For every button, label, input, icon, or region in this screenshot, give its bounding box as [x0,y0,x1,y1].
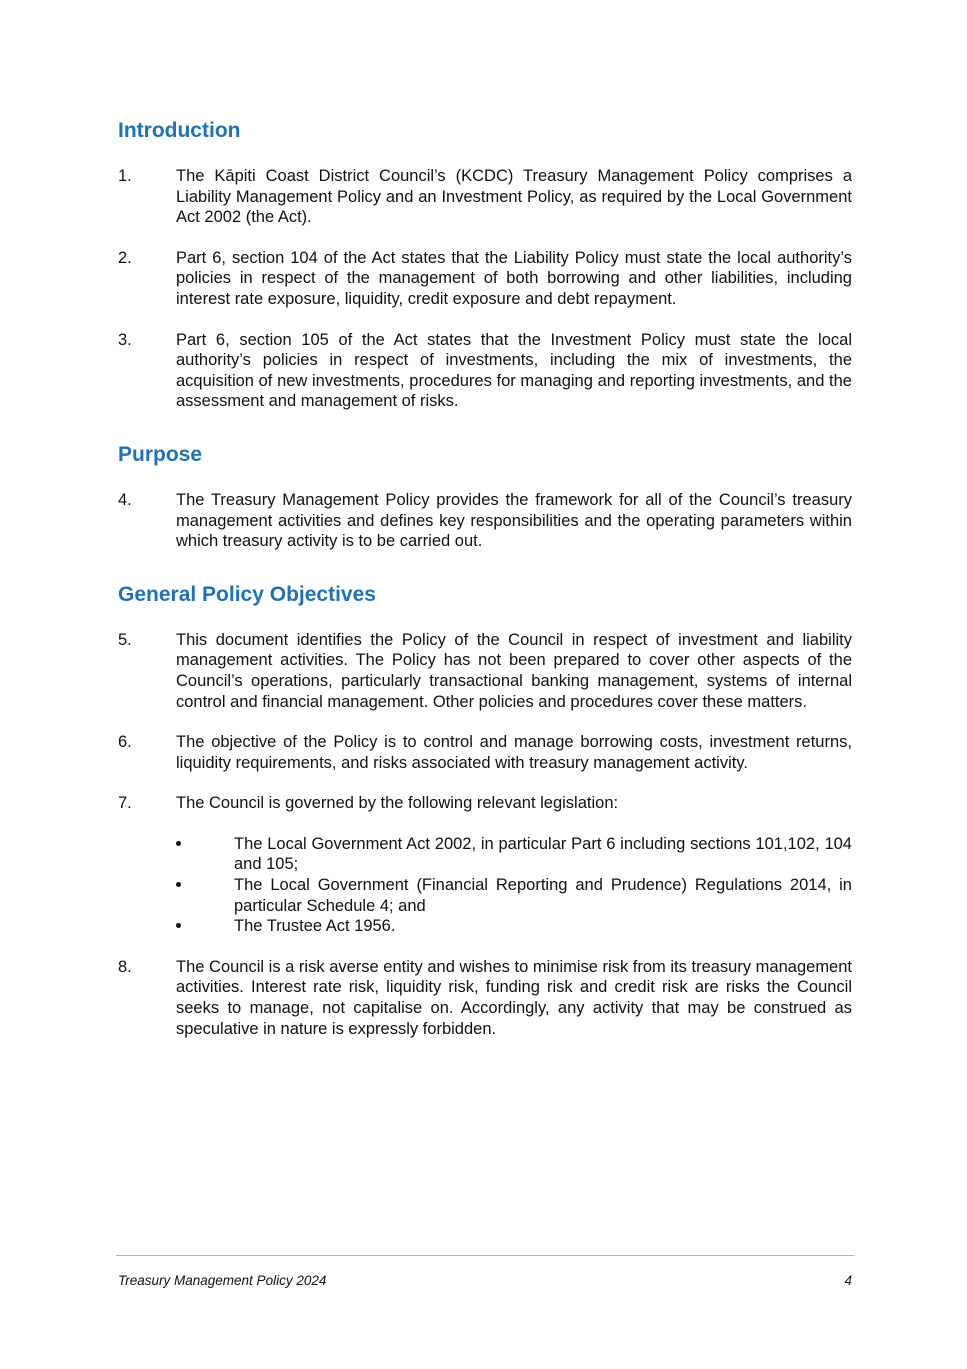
bullet-icon [118,875,234,896]
paragraph-number: 4. [118,490,132,509]
heading-general-policy-objectives: General Policy Objectives [118,582,376,606]
paragraph-text: The Kāpiti Coast District Council’s (KCDC) Treasury Management Policy comprises a Liability Management Policy and an Investment Policy, as required by the Local Government Act 2002 (the Act). [176,167,852,227]
paragraph-4 [118,490,852,552]
heading-introduction: Introduction [118,119,241,142]
paragraph-text: This document identifies the Policy of the Council in respect of investment and liability management activities. The Policy has not been prepared to cover other aspects of the Council’s operations, particularly transactional banking management, systems of internal control and financial management. Other policies and procedures cover these matters. [176,630,852,711]
section-purpose [118,442,852,552]
paragraph-number: 2. [118,248,132,267]
paragraph-5 [118,630,852,712]
paragraph-text: Part 6, section 104 of the Act states that the Liability Policy must state the local authority’s policies in respect of the management of both borrowing and other liabilities, including interest rate exposure, liquidity, credit exposure and debt repayment. [176,248,852,308]
paragraph-number: 3. [118,330,132,349]
page-content [118,118,852,1059]
bullet-icon [118,834,234,855]
paragraph-1 [118,166,852,228]
paragraph-number: 1. [118,167,132,185]
section-general-policy-objectives [118,582,852,1040]
paragraph-number: 6. [118,733,132,752]
legislation-list [118,834,852,937]
paragraph-text: The Council is a risk averse entity and wishes to minimise risk from its treasury management activities. Interest rate risk, liquidity risk, funding risk and credit risk are risks the Council seeks to manage, not capitalise on. Accordingly, any activity that may be construed as speculative in nature is expressly forbidden. [176,957,852,1038]
footer-document-title: Treasury Management Policy 2024 [118,1273,327,1288]
paragraph-number: 7. [118,794,132,813]
paragraph-number: 5. [118,630,132,649]
paragraph-6 [118,732,852,773]
paragraph-8 [118,957,852,1039]
bullet-icon [118,916,234,937]
paragraph-number: 8. [118,957,132,976]
list-item [118,875,852,916]
paragraph-text: The objective of the Policy is to control and manage borrowing costs, investment returns, liquidity requirements, and risks associated with treasury management activity. [176,733,852,772]
page-footer [118,1273,852,1289]
paragraph-3 [118,330,852,412]
heading-purpose: Purpose [118,442,203,466]
section-introduction [118,118,852,412]
paragraph-text: The Treasury Management Policy provides the framework for all of the Council’s treasury management activities and defines key responsibilities and the operating parameters within which treasury activity is to be carried out. [176,490,852,551]
list-item-text: The Local Government Act 2002, in particular Part 6 including sections 101,102, 104 and 105; [234,834,852,874]
list-item [118,916,852,937]
paragraph-text: Part 6, section 105 of the Act states that the Investment Policy must state the local authority’s policies in respect of investments, including the mix of investments, the acquisition of new investments, procedures for managing and reporting investments, and the assessment and management of risks. [176,330,852,411]
footer-page-number: 4 [844,1273,852,1288]
paragraph-7 [118,793,852,814]
list-item-text: The Trustee Act 1956. [234,917,396,936]
list-item-text: The Local Government (Financial Reporting and Prudence) Regulations 2014, in particular Schedule 4; and [234,876,852,915]
paragraph-2 [118,248,852,310]
paragraph-text: The Council is governed by the following relevant legislation: [176,794,619,813]
footer-divider [116,1255,854,1256]
list-item [118,834,852,875]
